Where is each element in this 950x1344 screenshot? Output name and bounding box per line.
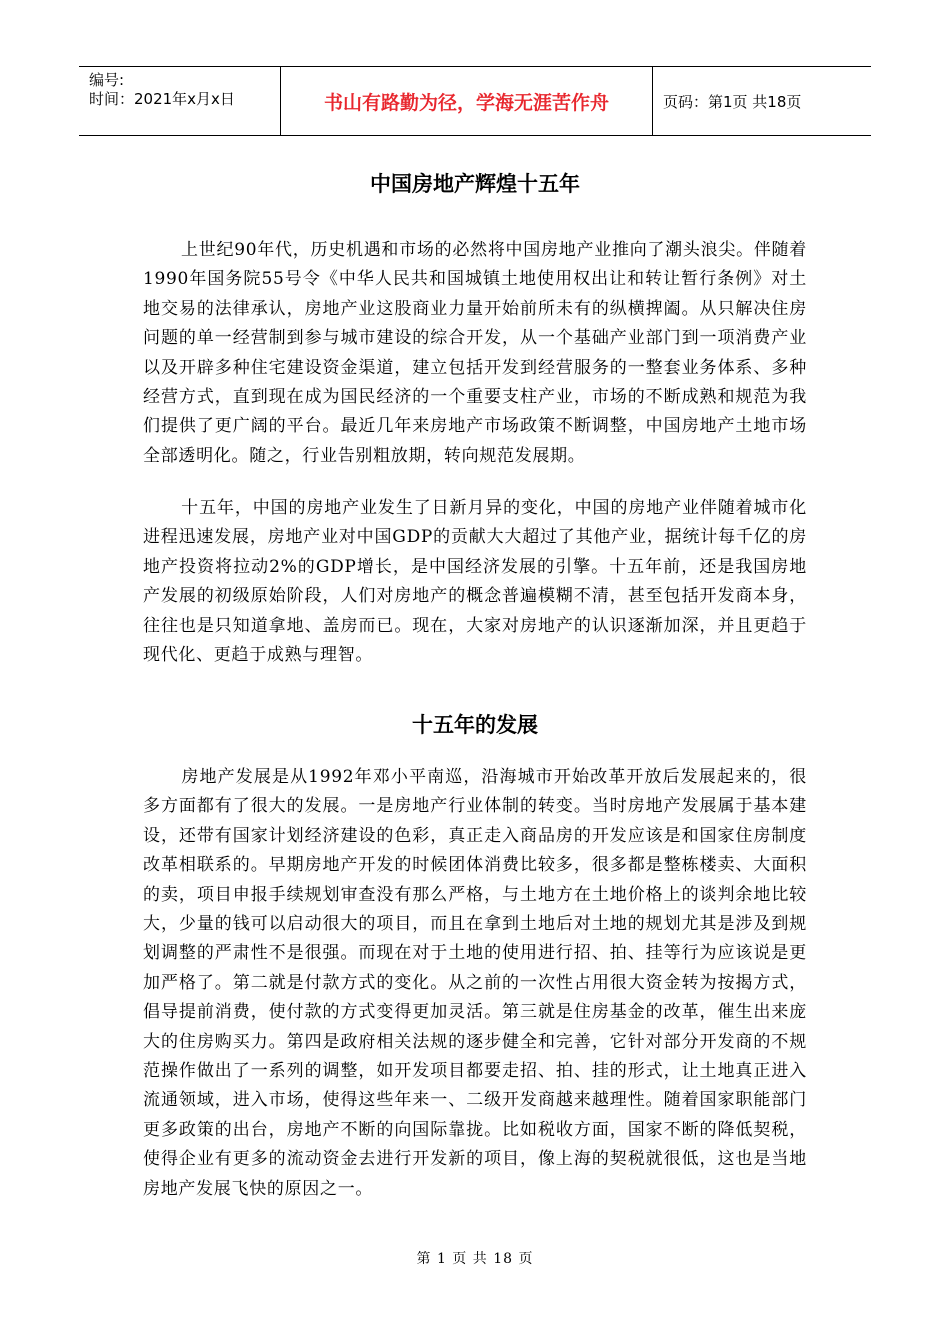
header-motto: 书山有路勤为径，学海无涯苦作舟 [281, 67, 653, 135]
paragraph-2-text: 十五年，中国的房地产业发生了日新月异的变化，中国的房地产业伴随着城市化进程迅速发展，房地产业对中国GDP的贡献大大超过了其他产业，据统计每千亿的房地产投资将拉动2%的GDP增长，是中国经济发展的引擎。十五年前，还是我国房地产发展的初级原始阶段，人们对房地产的概念普遍模糊不清，甚至包括开发商本身，往往也是只知道拿地、盖房而已。现在，大家对房地产的认识逐渐加深，并且更趋于现代化、更趋于成熟与理智。 [143, 498, 807, 666]
paragraph-3-text: 房地产发展是从1992年邓小平南巡，沿海城市开始改革开放后发展起来的，很多方面都有了很大的发展。一是房地产行业体制的转变。当时房地产发展属于基本建设，还带有国家计划经济建设的色彩，真正走入商品房的开发应该是和国家住房制度改革相联系的。早期房地产开发的时候团体消费比较多，很多都是整栋楼卖、大面积的卖，项目申报手续规划审查没有那么严格，与土地方在土地价格上的谈判余地比较大，少量的钱可以启动很大的项目，而且在拿到土地后对土地的规划尤其是涉及到规划调整的严肃性不是很强。而现在对于土地的使用进行招、拍、挂等行为应该说是更加严格了。第二就是付款方式的变化。从之前的一次性占用很大资金转为按揭方式，倡导提前消费，使付款的方式变得更加灵活。第三就是住房基金的改革，催生出来庞大的住房购买力。第四是政府相关法规的逐步健全和完善，它针对部分开发商的不规范操作做出了一系列的调整，如开发项目都要走招、拍、挂的形式，让土地真正进入流通领域，进入市场，使得这些年来一、二级开发商越来越理性。随着国家职能部门更多政策的出台，房地产不断的向国际靠拢。比如税收方面，国家不断的降低契税，使得企业有更多的流动资金去进行开发新的项目，像上海的契税就很低，这也是当地房地产发展飞快的原因之一。 [143, 767, 807, 1199]
page-footer: 第 1 页 共 18 页 [416, 1251, 534, 1267]
document-number-label: 编号: [89, 71, 125, 89]
paragraph-1 [143, 236, 807, 471]
paragraph-1-text: 上世纪90年代，历史机遇和市场的必然将中国房地产业推向了潮头浪尖。伴随着1990年国务院55号令《中华人民共和国城镇土地使用权出让和转让暂行条例》对土地交易的法律承认，房地产业这股商业力量开始前所未有的纵横捭阖。从只解决住房问题的单一经营制到参与城市建设的综合开发，从一个基础产业部门到一项消费产业以及开辟多种住宅建设资金渠道，建立包括开发到经营服务的一整套业务体系、多种经营方式，直到现在成为国民经济的一个重要支柱产业，市场的不断成熟和规范为我们提供了更广阔的平台。最近几年来房地产市场政策不断调整，中国房地产土地市场全部透明化。随之，行业告别粗放期，转向规范发展期。 [143, 240, 807, 466]
header-meta-cell [79, 67, 281, 135]
paragraph-3 [143, 763, 807, 1204]
paragraph-2 [143, 494, 807, 670]
document-header [79, 66, 871, 136]
document-title: 中国房地产辉煌十五年 [370, 172, 580, 196]
header-page-label: 页码：第1页 共18页 [663, 92, 802, 111]
document-date-label: 时间：2021年x月x日 [89, 90, 235, 108]
section-title: 十五年的发展 [412, 713, 538, 737]
